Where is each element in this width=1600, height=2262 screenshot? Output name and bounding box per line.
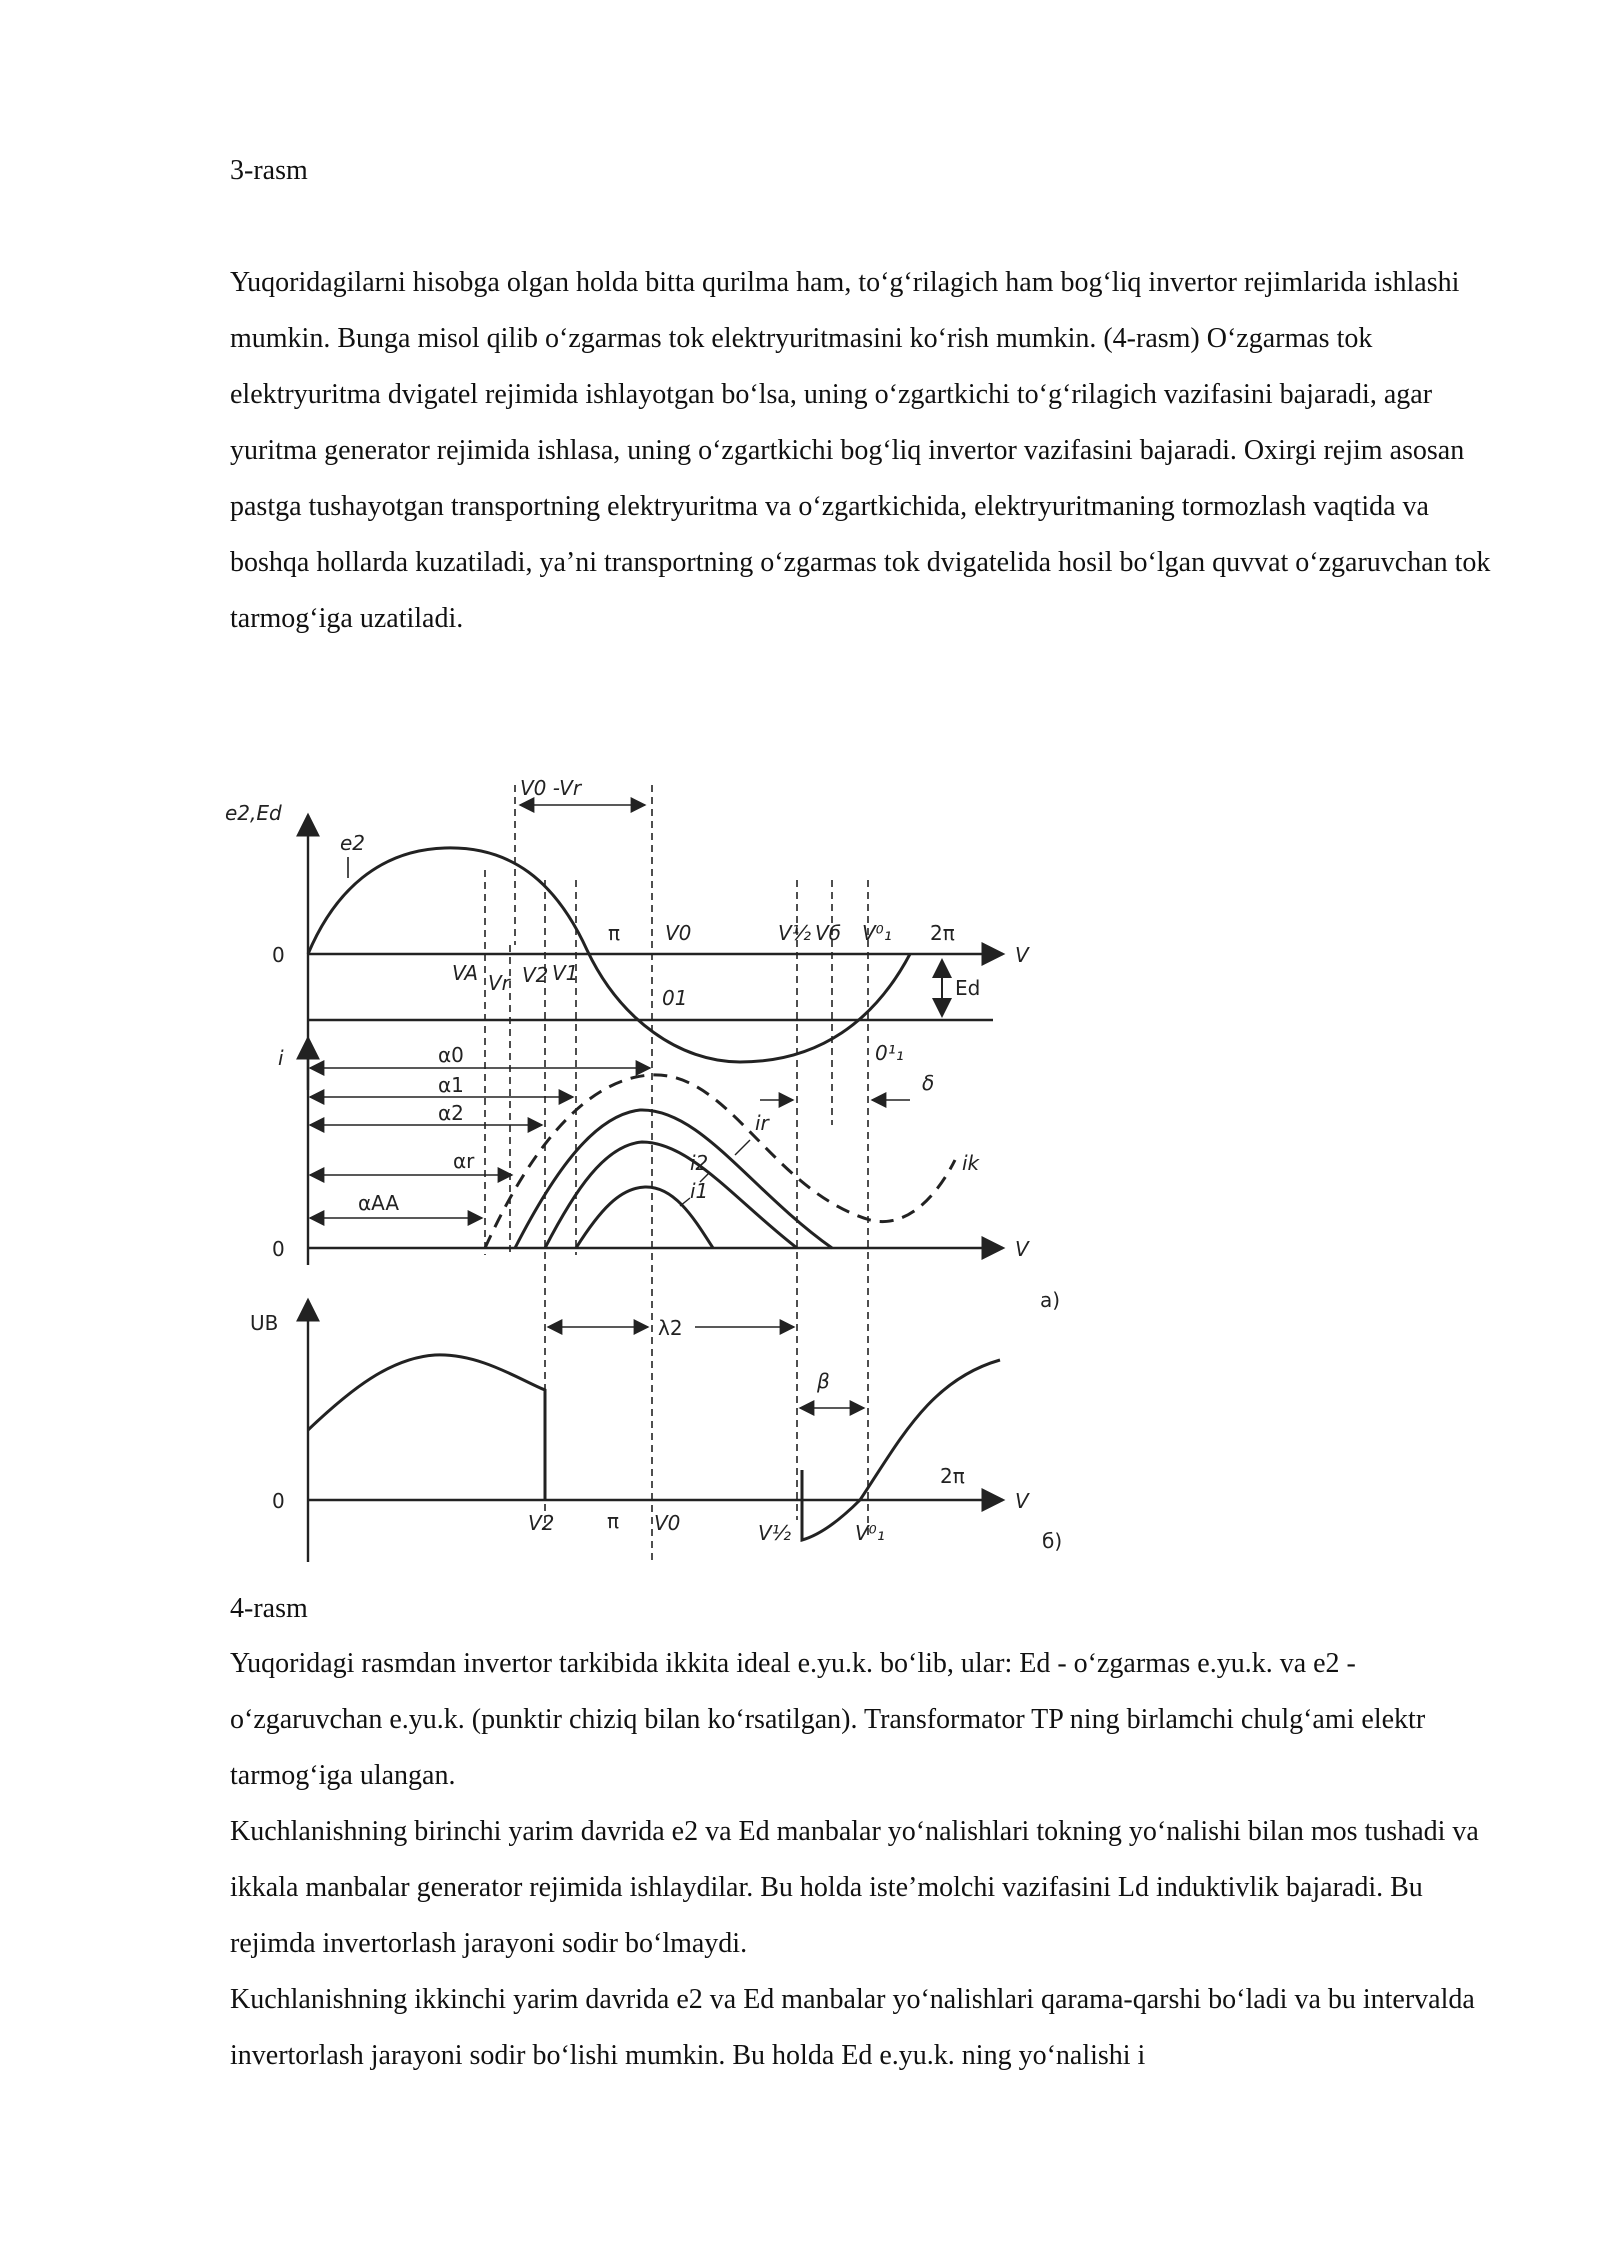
top-tick-vb: Vб xyxy=(815,921,842,945)
ed-label: Ed xyxy=(955,976,981,1000)
mid-x-label: V xyxy=(1015,1237,1029,1261)
paragraph-intro-text: Yuqoridagilarni hisobga olgan holda bitta qurilma ham, to‘g‘rilagich ham bog‘liq invertor rejimlarida ishlashi mumkin. Bunga misol qilib o‘zgarmas tok elektryuritmasini ko‘rish mumkin. (4-rasm) O‘zgarmas tok elektryuritma dvigatel rejimida ishlayotgan bo‘lsa, uning o‘zgartkichi to‘g‘rilagich vazifasini bajaradi, agar yuritma generator rejimida ishlasa, uning o‘zgartkichi bog‘liq invertor vazifasini bajaradi. Oxirgi rejim asosan pastga tushayotgan transportning elektryuritma va o‘zgartkichida, elektryuritmaning tormozlash vaqtida va boshqa hollarda kuzatiladi, ya’ni transportning o‘zgarmas tok dvigatelida hosil bo‘lgan quvvat o‘zgaruvchan tok tarmog‘iga uzatiladi. xyxy=(230,267,1491,634)
bot-y-label: UB xyxy=(250,1311,279,1335)
paragraph-intro xyxy=(230,255,1502,647)
alpha0-label: α0 xyxy=(438,1043,464,1067)
point-o1: 01 xyxy=(662,986,688,1010)
mid-zero-label: 0 xyxy=(272,1237,285,1261)
paragraph-explanation-1: Yuqoridagi rasmdan invertor tarkibida ikkita ideal e.yu.k. bo‘lib, ular: Ed - o‘zgarmas e.yu.k. va e2 - o‘zgaruvchan e.yu.k. (punktir chiziq bilan ko‘rsatilgan). Transformator TP ning birlamchi chulg‘ami elektr tarmog‘iga ulangan. xyxy=(230,1648,1426,1791)
i2-label: i2 xyxy=(690,1151,709,1175)
ik-label: ik xyxy=(962,1151,980,1175)
figure-3-caption: 3-rasm xyxy=(230,155,308,186)
top-x-label: V xyxy=(1015,943,1029,967)
bot-tick-pi: π xyxy=(607,1509,620,1533)
alpha1-label: α1 xyxy=(438,1073,464,1097)
i1-label: i1 xyxy=(690,1179,709,1203)
top-tick-2pi: 2π xyxy=(930,921,955,945)
top-tick-v-half: V½ xyxy=(778,921,812,945)
e2-label: e2 xyxy=(340,831,366,855)
alphaaa-label: αAA xyxy=(358,1191,400,1215)
figure-4-diagram xyxy=(210,770,1090,1590)
ir-leader xyxy=(735,1140,750,1155)
span-label: V0 -Vr xyxy=(520,776,582,800)
top-tick-pi: π xyxy=(608,921,621,945)
alpha2-label: α2 xyxy=(438,1101,464,1125)
top-zero-label: 0 xyxy=(272,943,285,967)
bot-tick-v0: V0 xyxy=(654,1511,681,1535)
dashed-guides xyxy=(485,785,868,1560)
ir-label: ir xyxy=(755,1111,769,1135)
ir-curve xyxy=(515,1110,832,1248)
top-y-label: e2,Ed xyxy=(225,801,282,825)
ik-curve xyxy=(485,1075,955,1248)
bot-zero-label: 0 xyxy=(272,1489,285,1513)
waveform-diagram xyxy=(210,770,1090,1590)
ub-curve-right xyxy=(802,1360,1000,1540)
top-tick-v0: V0 xyxy=(665,921,692,945)
part-b-label: б) xyxy=(1042,1529,1063,1553)
point-vr: Vr xyxy=(488,971,510,995)
paragraph-explanation-2: Kuchlanishning birinchi yarim davrida e2 va Ed manbalar yo‘nalishlari tokning yo‘nalishi bilan mos tushadi va ikkala manbalar generator rejimida ishlaydilar. Bu holda iste’molchi vazifasini Ld induktivlik bajaradi. Bu rejimda invertorlash jarayoni sodir bo‘lmaydi. xyxy=(230,1816,1479,1959)
beta-label: β xyxy=(817,1369,830,1393)
top-tick-v01: V⁰₁ xyxy=(862,921,892,945)
ub-curve-left xyxy=(308,1355,545,1500)
part-a-label: a) xyxy=(1040,1288,1061,1312)
bot-tick-v-half: V½ xyxy=(758,1521,792,1545)
i1-leader xyxy=(680,1198,690,1206)
point-v2: V2 xyxy=(522,963,549,987)
paragraph-explanation xyxy=(230,1636,1502,2084)
bot-tick-v2: V2 xyxy=(528,1511,555,1535)
delta-label: δ xyxy=(922,1071,935,1095)
point-v1: V1 xyxy=(552,961,579,985)
bot-tick-v01: V⁰₁ xyxy=(855,1521,885,1545)
point-o11: 0¹₁ xyxy=(875,1041,904,1065)
mid-y-label: i xyxy=(278,1046,284,1070)
figure-4-caption: 4-rasm xyxy=(230,1593,308,1624)
paragraph-explanation-3: Kuchlanishning ikkinchi yarim davrida e2 va Ed manbalar yo‘nalishlari qarama-qarshi bo‘ladi va bu intervalda invertorlash jarayoni sodir bo‘lishi mumkin. Bu holda Ed e.yu.k. ning yo‘nalishi i xyxy=(230,1984,1475,2071)
bot-x-label: V xyxy=(1015,1489,1029,1513)
alphar-label: αr xyxy=(453,1149,475,1173)
point-va: VA xyxy=(452,961,479,985)
bot-2pi-label: 2π xyxy=(940,1464,965,1488)
lambda-label: λ2 xyxy=(658,1316,683,1340)
